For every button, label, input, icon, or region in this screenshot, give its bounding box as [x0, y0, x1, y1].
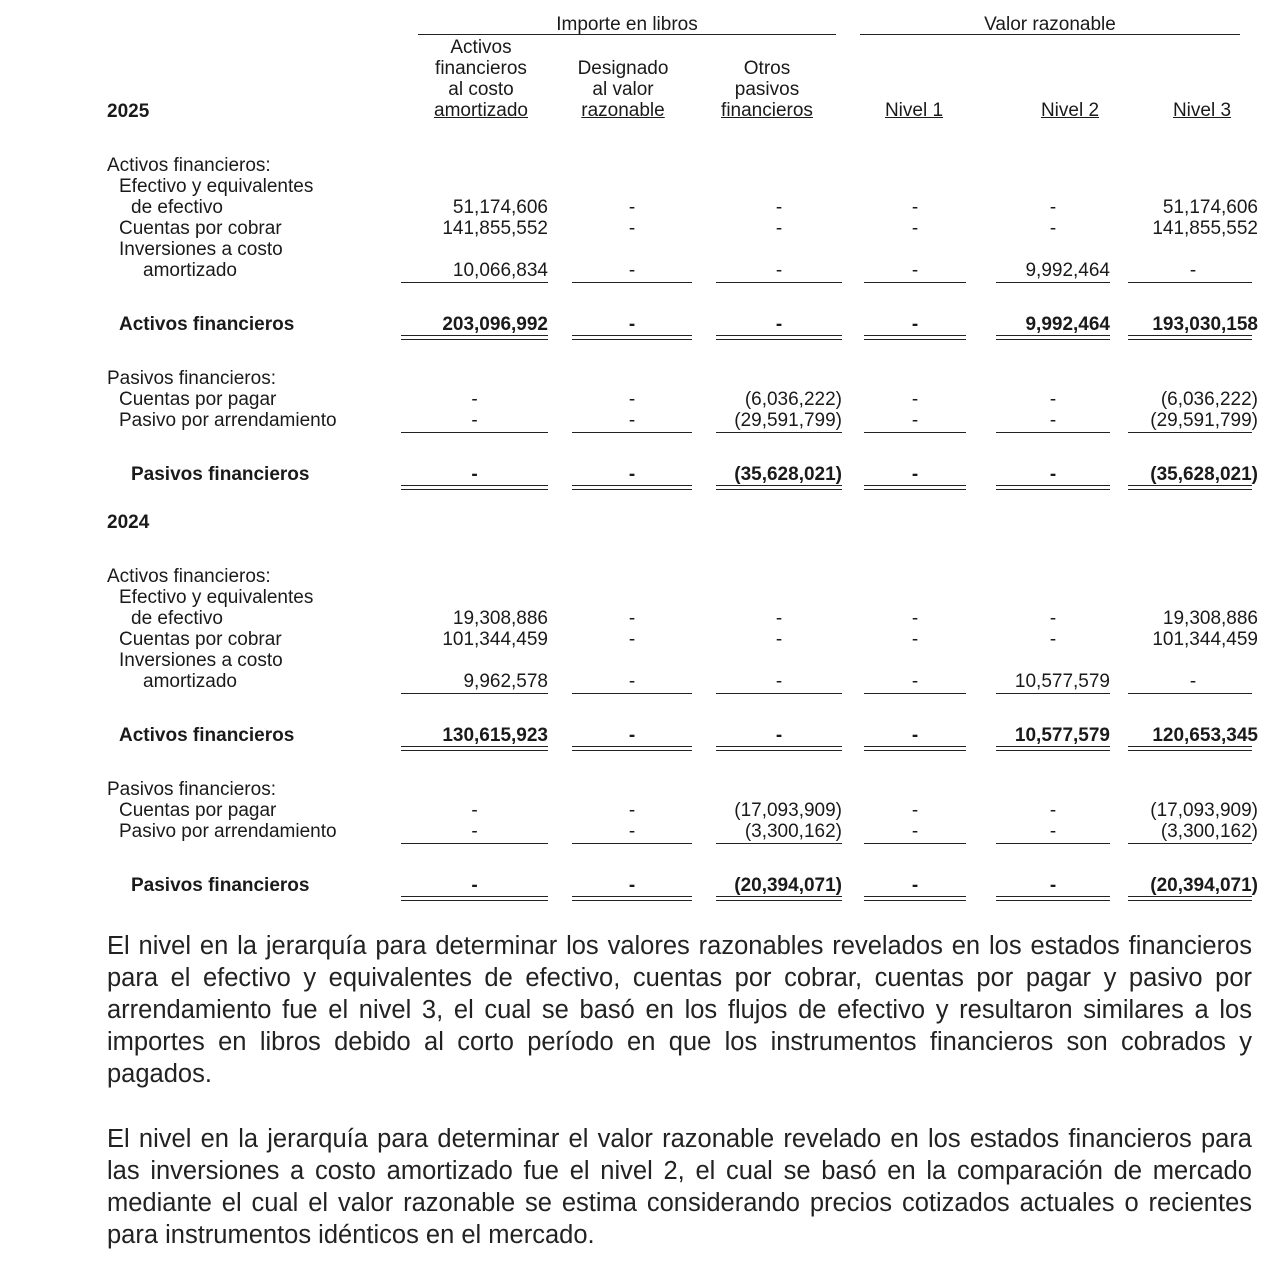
group-header-fair-value: Valor razonable	[984, 14, 1116, 35]
row-label-investments: Inversiones a costo	[119, 239, 283, 260]
double-underline	[1128, 485, 1252, 490]
single-underline	[996, 282, 1110, 283]
double-underline	[1128, 746, 1252, 751]
cell-investments-col3: -	[775, 260, 783, 281]
col-header-line: Nivel 2	[1040, 100, 1100, 121]
cell-payables-col1: -	[471, 800, 478, 821]
cell-liab-total-col2: -	[628, 464, 636, 485]
double-underline	[996, 485, 1110, 490]
cell-payables-col6: (17,093,909)	[1150, 800, 1258, 821]
single-underline	[996, 843, 1110, 844]
cell-investments-col2: -	[628, 671, 636, 692]
cell-assets-total-col5: 10,577,579	[1014, 725, 1110, 746]
single-underline	[572, 432, 692, 433]
cell-assets-total-col1: 130,615,923	[442, 725, 548, 746]
row-label-liabilities-total: Pasivos financieros	[131, 875, 310, 896]
single-underline	[1128, 282, 1252, 283]
cell-assets-total-col6: 120,653,345	[1152, 725, 1258, 746]
single-underline	[996, 432, 1110, 433]
cell-assets-total-col3: -	[775, 725, 783, 746]
cell-receivables-col2: -	[628, 218, 636, 239]
double-underline	[864, 746, 966, 751]
cell-assets-total-col4: -	[911, 314, 919, 335]
row-label-receivables: Cuentas por cobrar	[119, 218, 282, 239]
paragraph-level-2: El nivel en la jerarquía para determinar el valor razonable revelado en los estados financieros para las inversiones a costo amortizado fue el nivel 2, el cual se basó en la comparación de mercado mediante el cual el valor razonable se estima considerando precios cotizados actuales o recientes para instrumentos idénticos en el mercado.	[107, 1125, 1252, 1249]
row-label-cash-cont: de efectivo	[131, 608, 223, 629]
cell-lease-col6: (29,591,799)	[1150, 410, 1258, 431]
double-underline	[716, 335, 842, 340]
cell-assets-total-col5: 9,992,464	[1025, 314, 1110, 335]
cell-payables-col2: -	[628, 389, 636, 410]
col-header-line: Activos	[450, 37, 512, 58]
cell-lease-col2: -	[628, 821, 636, 842]
col-header-line: Designado	[577, 58, 669, 79]
double-underline	[716, 485, 842, 490]
cell-investments-col2: -	[628, 260, 636, 281]
single-underline	[716, 432, 842, 433]
row-label-investments-cont: amortizado	[143, 260, 237, 281]
double-underline	[572, 896, 692, 901]
col-header-line: financieros	[721, 100, 813, 121]
cell-payables-col2: -	[628, 800, 636, 821]
cell-lease-col5: -	[1049, 821, 1057, 842]
cell-liab-total-col2: -	[628, 875, 636, 896]
cell-receivables-col3: -	[775, 629, 783, 650]
double-underline	[864, 896, 966, 901]
double-underline	[1128, 335, 1252, 340]
cell-receivables-col5: -	[1049, 218, 1057, 239]
cell-receivables-col2: -	[628, 629, 636, 650]
cell-receivables-col6: 101,344,459	[1152, 629, 1258, 650]
cell-payables-col4: -	[911, 389, 919, 410]
cell-liab-total-col4: -	[911, 464, 919, 485]
year-heading-y2024: 2024	[107, 512, 150, 533]
group-header-book-value: Importe en libros	[556, 14, 698, 35]
cell-lease-col1: -	[471, 410, 478, 431]
cell-payables-col4: -	[911, 800, 919, 821]
row-label-lease: Pasivo por arrendamiento	[119, 821, 337, 842]
cell-investments-col5: 9,992,464	[1025, 260, 1110, 281]
cell-investments-col4: -	[911, 671, 919, 692]
cell-lease-col2: -	[628, 410, 636, 431]
cell-payables-col5: -	[1049, 800, 1057, 821]
paragraph-level-3: El nivel en la jerarquía para determinar los valores razonables revelados en los estados financieros para el efectivo y equivalentes de efectivo, cuentas por cobrar, cuentas por pagar y pasivo por arrendamiento fue el nivel 3, el cual se basó en los flujos de efectivo y resultaron similares a los importes en libros debido al corto período en que los instrumentos financieros son cobrados y pagados.	[107, 932, 1252, 1088]
row-label-lease: Pasivo por arrendamiento	[119, 410, 337, 431]
row-label-assets-total: Activos financieros	[119, 314, 295, 335]
cell-payables-col1: -	[471, 389, 478, 410]
cell-payables-col3: (17,093,909)	[734, 800, 842, 821]
double-underline	[1128, 896, 1252, 901]
cell-assets-total-col2: -	[628, 314, 636, 335]
double-underline	[572, 335, 692, 340]
single-underline	[864, 693, 966, 694]
cell-cash-col6: 51,174,606	[1162, 197, 1258, 218]
cell-receivables-col5: -	[1049, 629, 1057, 650]
col-header-line: amortizado	[434, 100, 528, 121]
single-underline	[1128, 843, 1252, 844]
single-underline	[401, 693, 548, 694]
row-label-liabilities-total: Pasivos financieros	[131, 464, 310, 485]
double-underline	[996, 896, 1110, 901]
double-underline	[401, 896, 548, 901]
cell-assets-total-col4: -	[911, 725, 919, 746]
cell-cash-col5: -	[1049, 608, 1057, 629]
cell-receivables-col1: 101,344,459	[442, 629, 548, 650]
cell-payables-col3: (6,036,222)	[744, 389, 842, 410]
col-header-level-3	[1152, 100, 1252, 121]
single-underline	[401, 432, 548, 433]
cell-cash-col5: -	[1049, 197, 1057, 218]
cell-lease-col1: -	[471, 821, 478, 842]
cell-liab-total-col4: -	[911, 875, 919, 896]
cell-receivables-col3: -	[775, 218, 783, 239]
col-header-level-2	[1020, 100, 1120, 121]
cell-liab-total-col5: -	[1049, 464, 1057, 485]
cell-receivables-col4: -	[911, 629, 919, 650]
double-underline	[401, 485, 548, 490]
cell-liab-total-col1: -	[471, 464, 478, 485]
row-label-investments-cont: amortizado	[143, 671, 237, 692]
cell-investments-col6: -	[1189, 671, 1197, 692]
cell-lease-col6: (3,300,162)	[1160, 821, 1258, 842]
single-underline	[572, 693, 692, 694]
double-underline	[996, 746, 1110, 751]
col-header-line: financieros	[435, 58, 527, 79]
cell-liab-total-col5: -	[1049, 875, 1057, 896]
single-underline	[716, 843, 842, 844]
cell-liab-total-col3: (35,628,021)	[734, 464, 842, 485]
single-underline	[401, 843, 548, 844]
col-header-line: al costo	[448, 79, 514, 100]
row-label-receivables: Cuentas por cobrar	[119, 629, 282, 650]
col-header-line: Nivel 1	[884, 100, 944, 121]
single-underline	[401, 282, 548, 283]
cell-cash-col4: -	[911, 608, 919, 629]
row-label-cash-cont: de efectivo	[131, 197, 223, 218]
cell-liab-total-col6: (20,394,071)	[1150, 875, 1258, 896]
cell-lease-col5: -	[1049, 410, 1057, 431]
cell-cash-col1: 19,308,886	[452, 608, 548, 629]
cell-investments-col6: -	[1189, 260, 1197, 281]
cell-investments-col1: 10,066,834	[452, 260, 548, 281]
col-header-other-liabilities	[702, 58, 832, 121]
col-header-level-1	[864, 100, 964, 121]
cell-receivables-col4: -	[911, 218, 919, 239]
assets-heading: Activos financieros:	[107, 155, 271, 176]
cell-cash-col2: -	[628, 608, 636, 629]
single-underline	[572, 843, 692, 844]
double-underline	[572, 485, 692, 490]
cell-payables-col6: (6,036,222)	[1160, 389, 1258, 410]
single-underline	[1128, 693, 1252, 694]
double-underline	[572, 746, 692, 751]
single-underline	[572, 282, 692, 283]
cell-payables-col5: -	[1049, 389, 1057, 410]
col-header-designated-fair-value	[558, 58, 688, 121]
cell-receivables-col6: 141,855,552	[1152, 218, 1258, 239]
single-underline	[864, 843, 966, 844]
col-header-amortized-cost	[416, 37, 546, 121]
cell-investments-col4: -	[911, 260, 919, 281]
cell-assets-total-col3: -	[775, 314, 783, 335]
row-label-cash: Efectivo y equivalentes	[119, 176, 314, 197]
cell-investments-col5: 10,577,579	[1014, 671, 1110, 692]
year-heading-y2025: 2025	[107, 101, 150, 122]
cell-liab-total-col3: (20,394,071)	[734, 875, 842, 896]
cell-lease-col3: (3,300,162)	[744, 821, 842, 842]
double-underline	[401, 746, 548, 751]
group-rule-fair-value	[860, 34, 1240, 35]
col-header-line: pasivos	[734, 79, 800, 100]
cell-investments-col3: -	[775, 671, 783, 692]
cell-cash-col3: -	[775, 608, 783, 629]
col-header-line: al valor	[592, 79, 654, 100]
single-underline	[716, 693, 842, 694]
row-label-investments: Inversiones a costo	[119, 650, 283, 671]
group-rule-book-value	[418, 34, 836, 35]
single-underline	[864, 432, 966, 433]
single-underline	[716, 282, 842, 283]
cell-lease-col4: -	[911, 410, 919, 431]
single-underline	[1128, 432, 1252, 433]
cell-investments-col1: 9,962,578	[463, 671, 548, 692]
cell-cash-col3: -	[775, 197, 783, 218]
cell-cash-col1: 51,174,606	[452, 197, 548, 218]
cell-cash-col4: -	[911, 197, 919, 218]
single-underline	[996, 693, 1110, 694]
row-label-cash: Efectivo y equivalentes	[119, 587, 314, 608]
double-underline	[864, 335, 966, 340]
cell-liab-total-col1: -	[471, 875, 478, 896]
double-underline	[401, 335, 548, 340]
cell-assets-total-col2: -	[628, 725, 636, 746]
cell-assets-total-col6: 193,030,158	[1152, 314, 1258, 335]
row-label-payables: Cuentas por pagar	[119, 389, 277, 410]
liabilities-heading: Pasivos financieros:	[107, 779, 276, 800]
cell-liab-total-col6: (35,628,021)	[1150, 464, 1258, 485]
col-header-line: Nivel 3	[1172, 100, 1232, 121]
double-underline	[996, 335, 1110, 340]
single-underline	[864, 282, 966, 283]
row-label-payables: Cuentas por pagar	[119, 800, 277, 821]
cell-lease-col3: (29,591,799)	[734, 410, 842, 431]
cell-cash-col2: -	[628, 197, 636, 218]
cell-cash-col6: 19,308,886	[1162, 608, 1258, 629]
cell-lease-col4: -	[911, 821, 919, 842]
liabilities-heading: Pasivos financieros:	[107, 368, 276, 389]
col-header-line: razonable	[581, 100, 665, 121]
col-header-line: Otros	[743, 58, 791, 79]
row-label-assets-total: Activos financieros	[119, 725, 295, 746]
double-underline	[716, 746, 842, 751]
assets-heading: Activos financieros:	[107, 566, 271, 587]
cell-assets-total-col1: 203,096,992	[442, 314, 548, 335]
double-underline	[716, 896, 842, 901]
cell-receivables-col1: 141,855,552	[442, 218, 548, 239]
double-underline	[864, 485, 966, 490]
